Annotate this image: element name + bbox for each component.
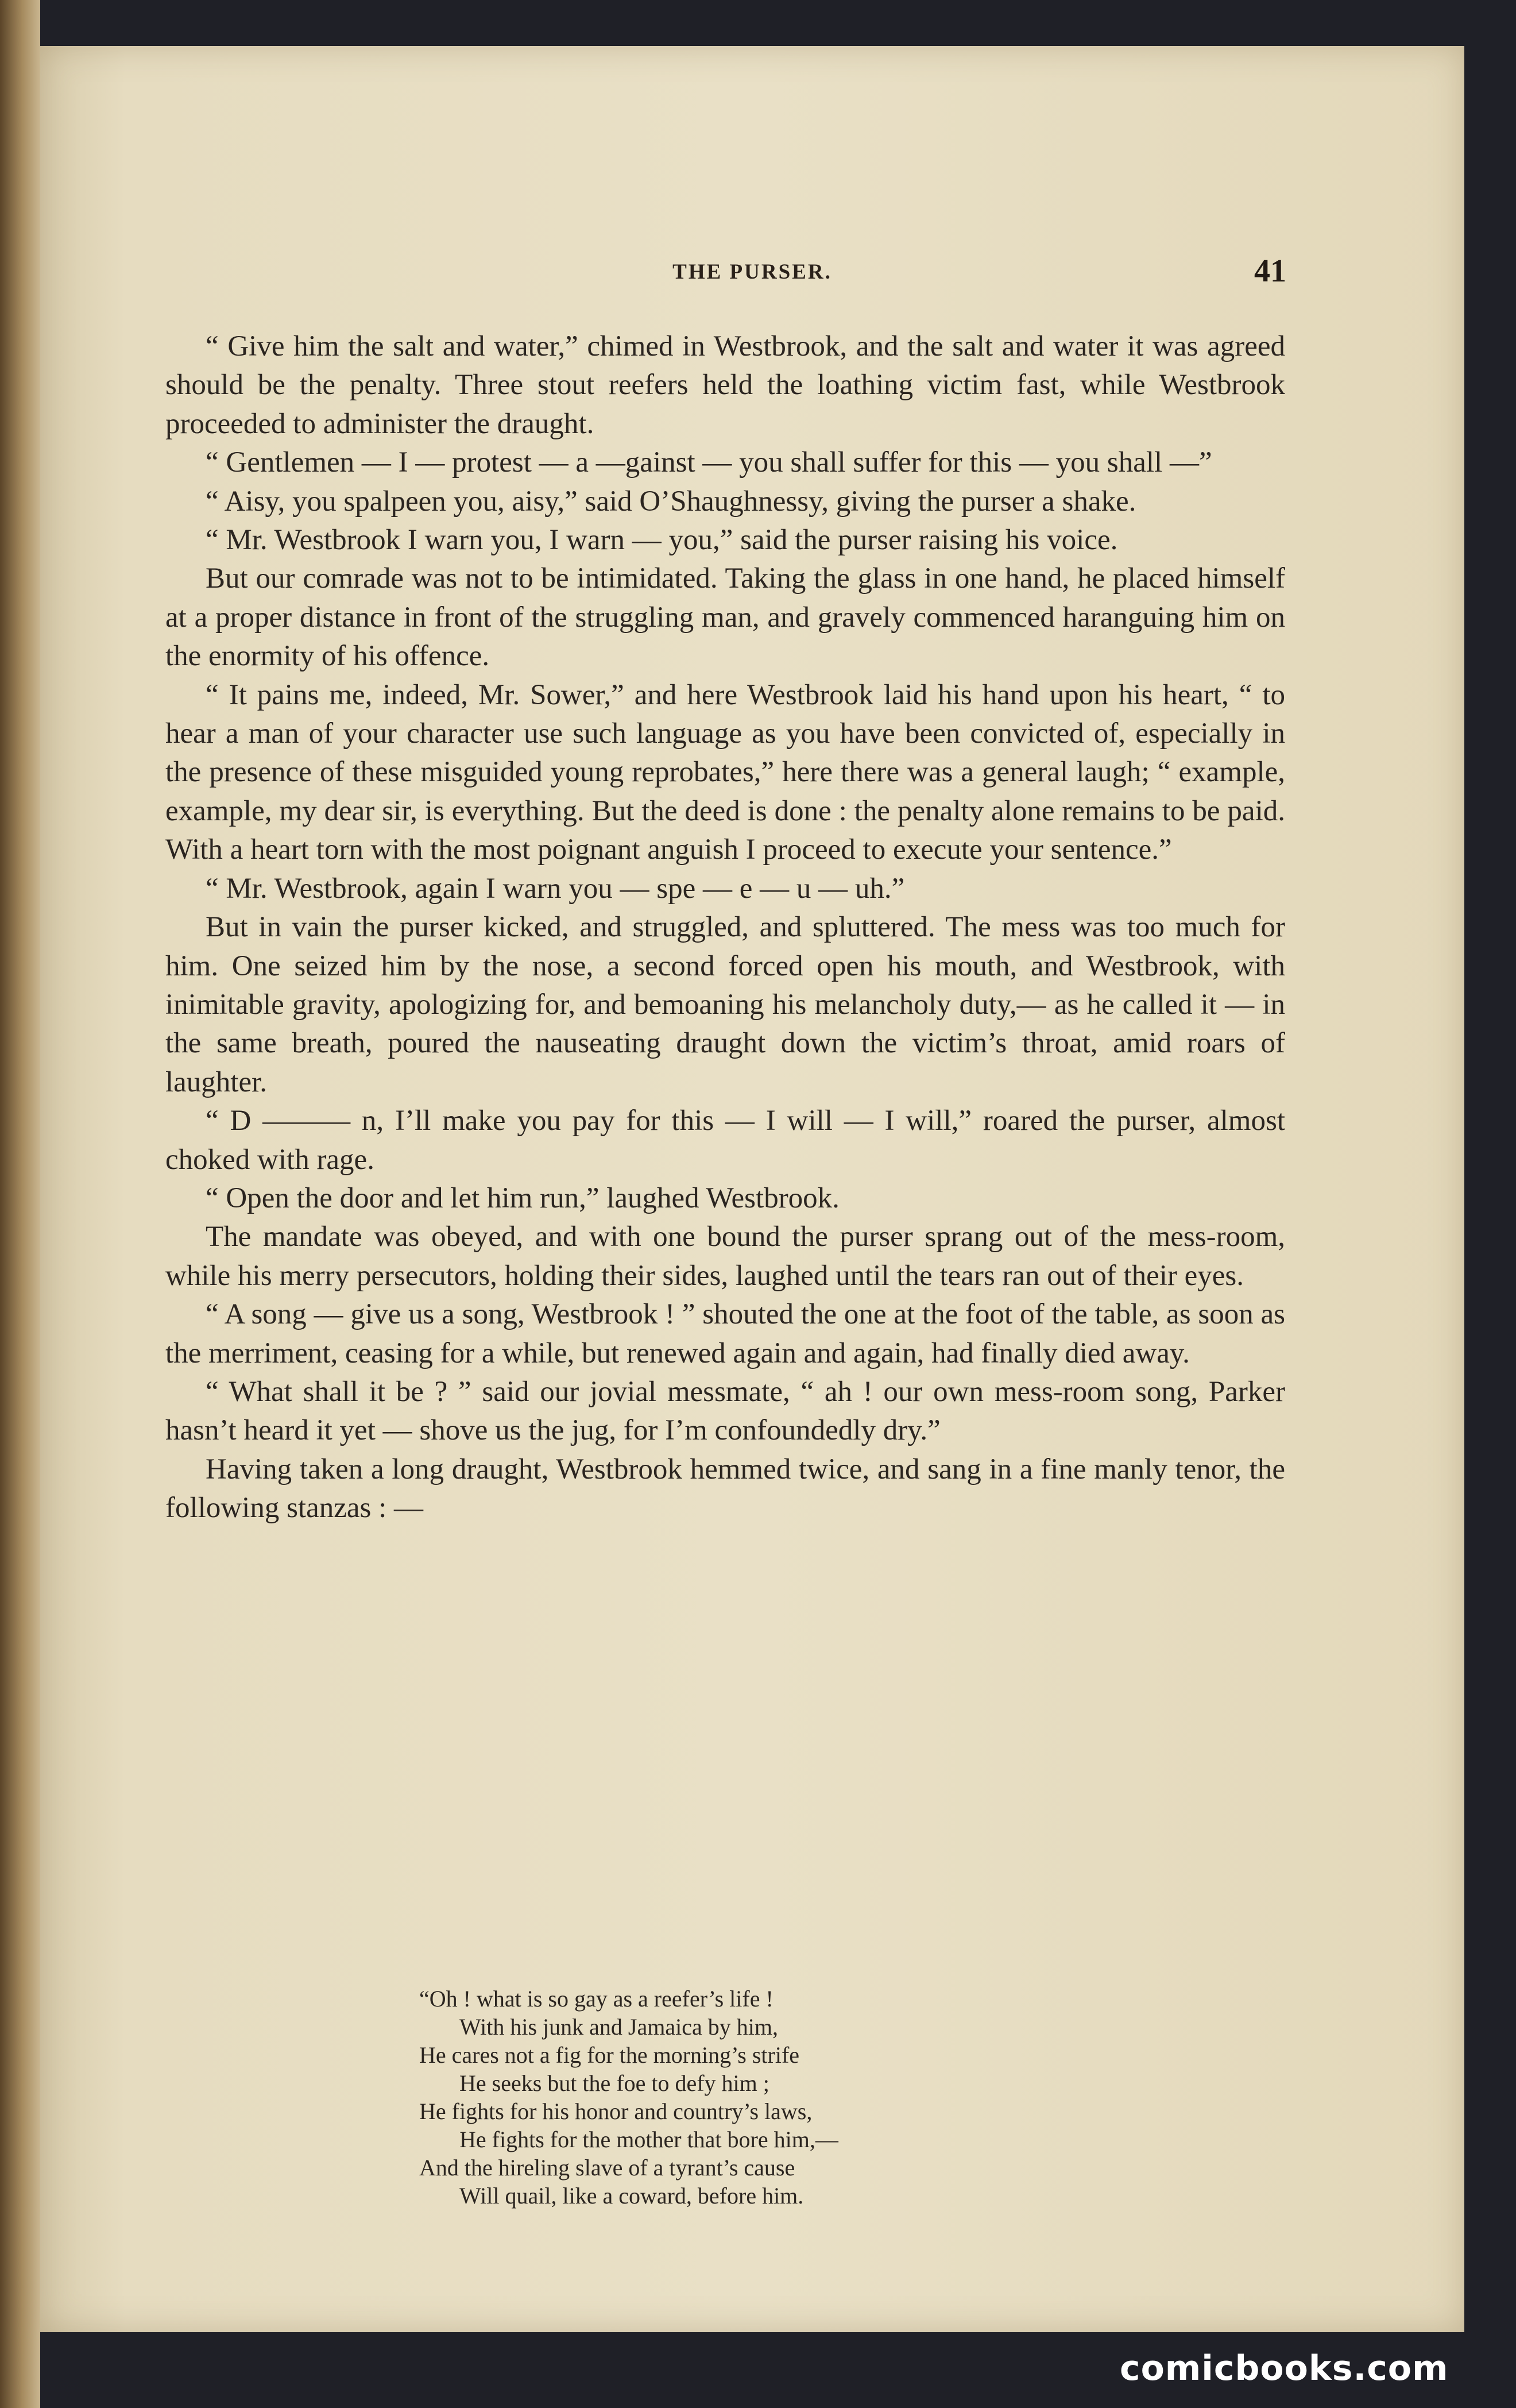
verse-line: He fights for the mother that bore him,— [459,2127,838,2152]
paragraph: But our comrade was not to be intimidated. Taking the glass in one hand, he placed himself at a proper distance in front of the struggling man, and gravely commenced haranguing him on the enormity of his offence. [165,562,1285,673]
paragraph: “ A song — give us a song, Westbrook ! ” shouted the one at the foot of the table, as soon as the merriment, ceasing for a while, but renewed again and again, had finally died away. [165,1298,1285,1369]
verse-line: And the hireling slave of a tyrant’s cause [419,2155,795,2181]
paragraph: “ Mr. Westbrook, again I warn you — spe — e — u — uh.” [206,872,905,905]
paragraph: “ Give him the salt and water,” chimed in Westbrook, and the salt and water it was agreed should be the penalty. Three stout reefers held the loathing victim fast, while Westbrook proceeded to administer the draught. [165,330,1285,440]
verse-line: He cares not a fig for the morning’s strife [419,2042,800,2068]
paragraph: “ It pains me, indeed, Mr. Sower,” and here Westbrook laid his hand upon his heart, “ to hear a man of your character use such language as you have been convicted of, especially in the presence of these misguided young reprobates,” here there was a general laugh; “ example, example, my dear sir, is everything. But the deed is done : the penalty alone remains to be paid. With a heart torn with the most poignant anguish I proceed to execute your sentence.” [165,678,1285,866]
page-header [40,253,1464,293]
verse-line: “Oh ! what is so gay as a reefer’s life ! [419,1986,774,2012]
verse-line: With his junk and Jamaica by him, [459,2014,778,2040]
verse-line: Will quail, like a coward, before him. [459,2183,804,2209]
paragraph: “ Aisy, you spalpeen you, aisy,” said O’Shaughnessy, giving the purser a shake. [206,485,1136,518]
watermark-logo: comicbooks.com [1120,2348,1449,2388]
verse-line: He fights for his honor and country’s laws, [419,2098,813,2124]
paragraph: “ Gentlemen — I — protest — a —gainst — you shall suffer for this — you shall —” [206,446,1212,479]
paragraph: “ Open the door and let him run,” laughed Westbrook. [206,1182,840,1214]
paragraph: “ D ——— n, I’ll make you pay for this — I will — I will,” roared the purser, almost choked with rage. [165,1105,1285,1176]
verse-line: He seeks but the foe to defy him ; [459,2070,769,2096]
paragraph: “ Mr. Westbrook I warn you, I warn — you,” said the purser raising his voice. [206,524,1118,557]
paragraph: The mandate was obeyed, and with one bound the purser sprang out of the mess-room, while his merry persecutors, holding their sides, laughed until the tears ran out of their eyes. [165,1221,1285,1292]
body-text [165,327,1285,1528]
verse-stanza [419,1985,1108,2210]
book-spine-edge [0,0,40,2408]
page-number: 41 [1254,253,1286,289]
paragraph: Having taken a long draught, Westbrook hemmed twice, and sang in a fine manly tenor, the following stanzas : — [165,1453,1285,1525]
paragraph: “ What shall it be ? ” said our jovial messmate, “ ah ! our own mess-room song, Parker hasn’t heard it yet — shove us the jug, for I’m confoundedly dry.” [165,1375,1285,1447]
paragraph: But in vain the purser kicked, and struggled, and spluttered. The mess was too much for him. One seized him by the nose, a second forced open his mouth, and Westbrook, with inimitable gravity, apologizing for, and bemoaning his melancholy duty,— as he called it — in the same breath, poured the nauseating draught down the victim’s throat, amid roars of laughter. [165,911,1285,1098]
running-title: THE PURSER. [672,260,832,284]
book-page [40,46,1464,2332]
